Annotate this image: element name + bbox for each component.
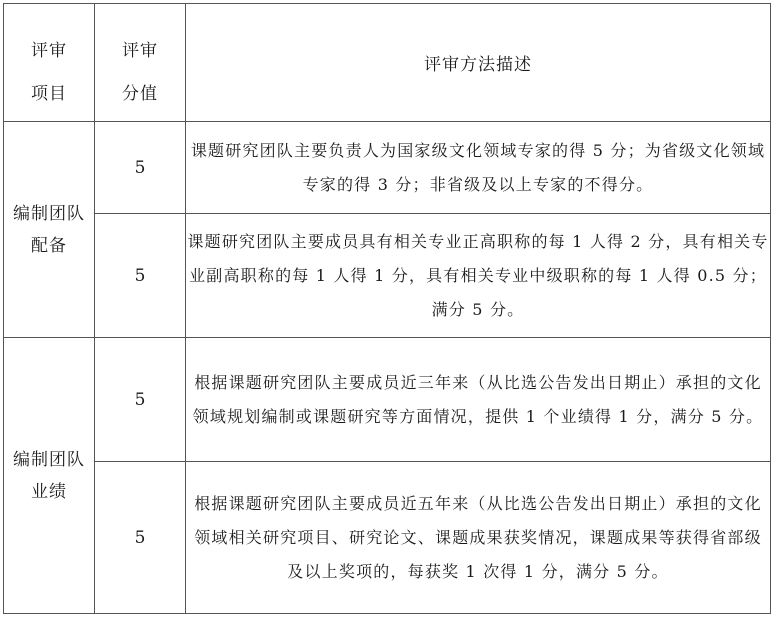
- category-line: 编制团队: [13, 203, 85, 224]
- table-row: [4, 214, 771, 338]
- header-review-score-line2: 分值: [122, 83, 158, 104]
- table-row: [4, 462, 771, 614]
- category-team-composition: [4, 122, 95, 338]
- header-review-item-line2: 项目: [31, 83, 67, 104]
- header-review-item-line1: 评审: [31, 40, 67, 61]
- description-cell: 根据课题研究团队主要成员近三年来（从比选公告发出日期止）承担的文化领域规划编制或课题研究等方面情况，提供 1 个业绩得 1 分，满分 5 分。: [186, 338, 771, 462]
- category-line: 编制团队: [13, 449, 85, 470]
- score-cell: 5: [95, 214, 186, 338]
- score-cell: 5: [95, 122, 186, 214]
- scoring-table: [3, 3, 771, 614]
- header-row: [4, 4, 771, 122]
- header-review-score-line1: 评审: [122, 40, 158, 61]
- category-team-performance: [4, 338, 95, 614]
- description-cell: 根据课题研究团队主要成员近五年来（从比选公告发出日期止）承担的文化领域相关研究项目、研究论文、课题成果获奖情况，课题成果等获得省部级及以上奖项的，每获奖 1 次得 1 分，满分 5 分。: [186, 462, 771, 614]
- table-row: [4, 338, 771, 462]
- score-cell: 5: [95, 462, 186, 614]
- header-review-item: [4, 4, 95, 122]
- description-cell: 课题研究团队主要负责人为国家级文化领域专家的得 5 分；为省级文化领域专家的得 3 分；非省级及以上专家的不得分。: [186, 122, 771, 214]
- table-row: [4, 122, 771, 214]
- header-method-description: 评审方法描述: [186, 4, 771, 122]
- category-line: 配备: [31, 235, 67, 256]
- description-cell: 课题研究团队主要成员具有相关专业正高职称的每 1 人得 2 分，具有相关专业副高职称的每 1 人得 1 分，具有相关专业中级职称的每 1 人得 0.5 分；满分 5 分。: [186, 214, 771, 338]
- header-review-score: [95, 4, 186, 122]
- category-line: 业绩: [31, 481, 67, 502]
- score-cell: 5: [95, 338, 186, 462]
